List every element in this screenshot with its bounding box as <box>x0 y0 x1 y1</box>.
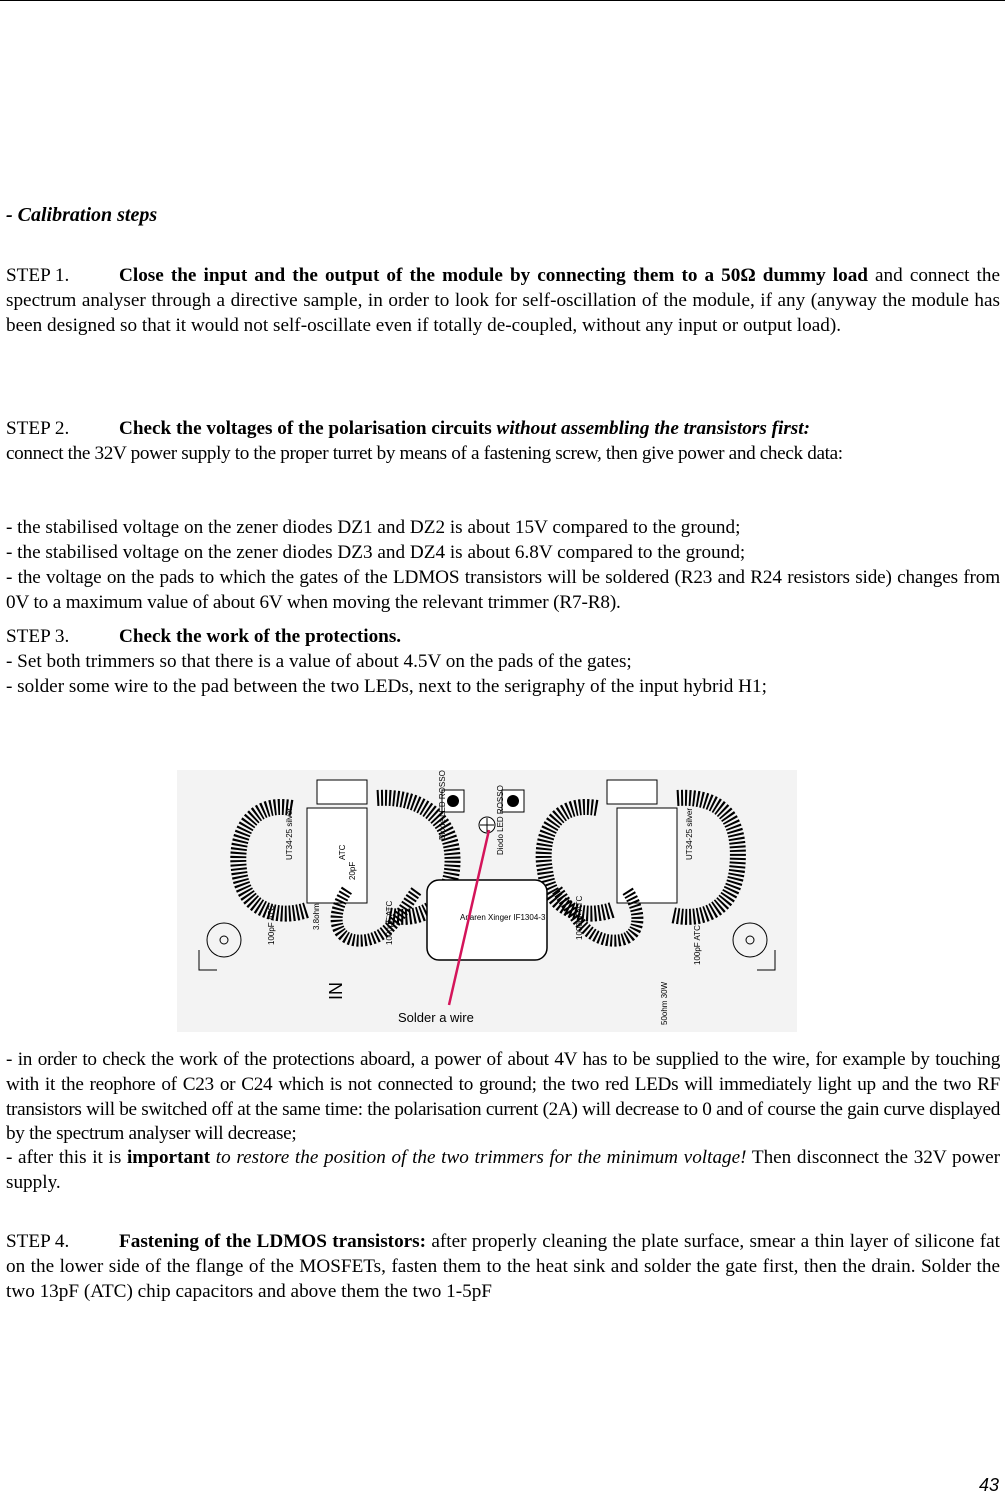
step3-after-2a: - after this it is <box>6 1147 127 1168</box>
res-50-label: 50ohm 30W <box>660 981 669 1025</box>
step1-label: STEP 1. <box>6 265 70 286</box>
step2-item-2: - the stabilised voltage on the zener diodes DZ3 and DZ4 is about 6.8V compared to the ground; <box>6 542 746 563</box>
cap-1000-right-label: 1000pF ATC <box>575 895 584 940</box>
step3-after-italic: to restore the position of the two trimmers for the minimum voltage! <box>215 1147 747 1168</box>
section-heading: - Calibration steps <box>6 204 158 226</box>
cap-100-left-label: 100pF ATC <box>267 905 276 945</box>
hybrid-label: Anaren Xinger IF1304-3 <box>460 913 546 922</box>
step4-label: STEP 4. <box>6 1231 70 1252</box>
step4-paragraph <box>6 1230 1000 1304</box>
step3-item-2: - solder some wire to the pad between the two LEDs, next to the serigraphy of the input hybrid H1; <box>6 676 767 697</box>
cap-20-label: 20pF <box>348 861 357 880</box>
cap-1000-left-label: 1000pF ATC <box>385 900 394 945</box>
led-left-label: Diode LED ROSSO <box>438 770 447 840</box>
step2-text: connect the 32V power supply to the proper turret by means of a fastening screw, then give power and check data: <box>6 443 843 464</box>
step3-after-1: - in order to check the work of the protections aboard, a power of about 4V has to be supplied to the wire, for example by touching with it the reophore of C23 or C24 which is not connected to ground; the two red LEDs will immediately light up and the two RF transistors will be switched off at the same time: the polarisation current (2A) will decrease to 0 and of course the gain curve displayed by the spectrum analyser will decrease; <box>6 1049 1000 1145</box>
step2-paragraph <box>6 417 1000 442</box>
step2-item-3: - the voltage on the pads to which the gates of the LDMOS transistors will be soldered (R23 and R24 resistors side) changes from 0V to a maximum value of about 6V when moving the relevant trimmer (R7-R8). <box>6 567 1000 613</box>
step2-item-1: - the stabilised voltage on the zener diodes DZ1 and DZ2 is about 15V compared to the ground; <box>6 517 741 538</box>
res-38-label: 3.8ohm <box>312 903 321 930</box>
input-hybrid-h1 <box>427 880 547 960</box>
step2-label: STEP 2. <box>6 418 70 439</box>
led-right-label: Diodo LED ROSSO <box>496 785 505 855</box>
step1-bold: Close the input and the output of the module by connecting them to a 50Ω dummy load <box>119 265 868 286</box>
in-label: IN <box>326 982 346 1000</box>
atc-label: ATC <box>338 844 347 860</box>
step3-item-1: - Set both trimmers so that there is a value of about 4.5V on the pads of the gates; <box>6 651 632 672</box>
step3-important: important <box>126 1147 211 1168</box>
step3-paragraph <box>6 625 1000 650</box>
step1-text: and connect the spectrum analyser through a directive sample, in order to look for self-oscillation of the module, if any (anyway the module has been designed so that it would not self-oscillate even if totally de-coupled, without any input or output load). <box>6 265 1000 336</box>
step3-bold: Check the work of the protections. <box>119 626 402 647</box>
step4-bold: Fastening of the LDMOS transistors: <box>119 1231 427 1252</box>
cap-100-right-label: 100pF ATC <box>693 925 702 965</box>
page-number: 43 <box>978 1475 999 1495</box>
wire-pad <box>479 817 495 833</box>
step3-label: STEP 3. <box>6 626 70 647</box>
step4-text: after properly cleaning the plate surface, smear a thin layer of silicone fat on the lower side of the flange of the MOSFETs, fasten them to the heat sink and solder the gate first, then the drain. Solder the two 13pF (ATC) chip capacitors and above them the two 1-5pF <box>6 1231 1000 1302</box>
ut-left-label: UT34-25 silver <box>285 807 294 860</box>
step2-italic: without assembling the transistors first: <box>496 418 810 439</box>
step3-after-2 <box>6 1146 1000 1196</box>
ut-right-label: UT34-25 silver <box>685 807 694 860</box>
top-rule <box>0 0 1005 1</box>
step3-after-2b: Then disconnect the 32V power supply. <box>6 1147 1001 1193</box>
step1-paragraph <box>6 264 1000 338</box>
annotation-text: Solder a wire <box>398 1010 474 1025</box>
step2-bold: Check the voltages of the polarisation circuits <box>119 418 492 439</box>
pcb-layout-figure <box>177 770 797 1032</box>
